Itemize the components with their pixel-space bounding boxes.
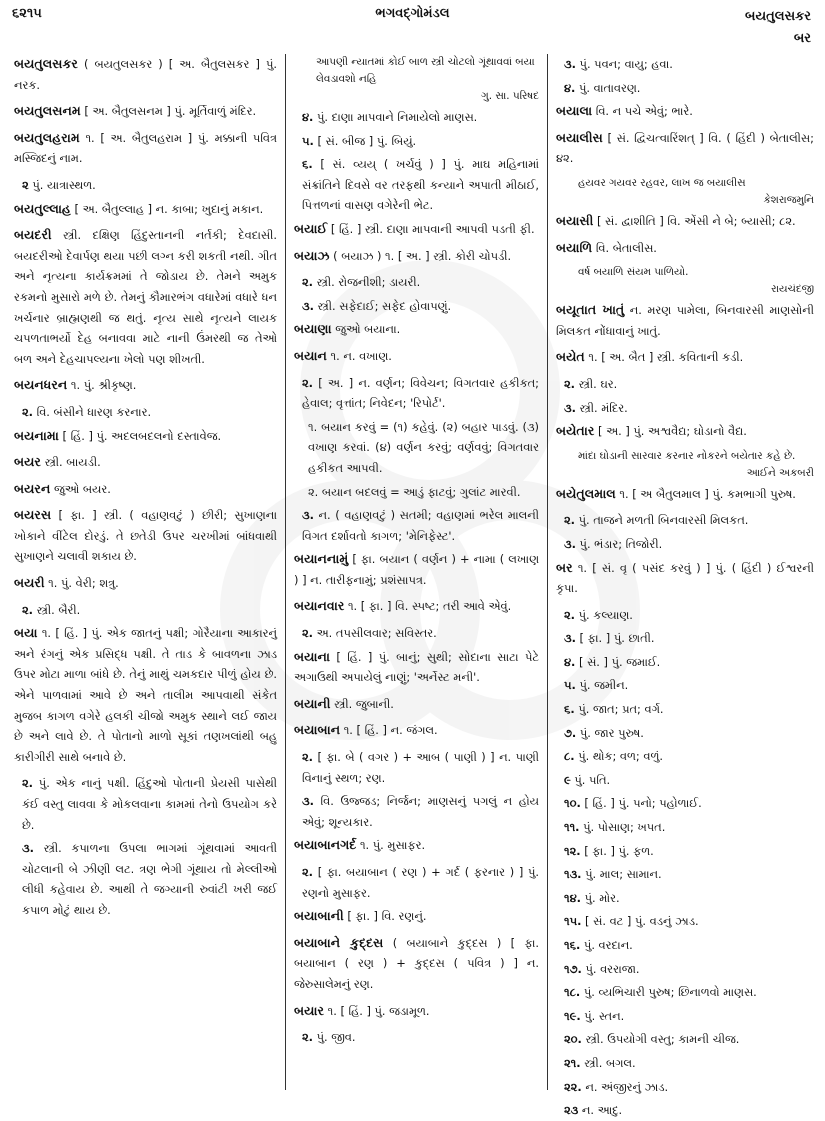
sense-text: પું. વ્યભિચારી પુરુષ; છિનાળવો માણસ.: [583, 985, 757, 1000]
sense-number: ૨: [22, 177, 29, 192]
sense-text: વિ. બંસીને ધારણ કરનાર.: [36, 404, 152, 419]
entry-definition: ૧. પું. શ્રીકૃષ્ણ.: [70, 378, 137, 393]
citation-quote: [556, 175, 814, 209]
entry-headword: બયર: [14, 454, 41, 470]
sense-number: ૨.: [564, 513, 576, 528]
sense-number: ૩.: [302, 794, 314, 809]
sense-definition: [294, 131, 539, 152]
sense-definition: [294, 107, 539, 128]
dictionary-entry: [294, 933, 539, 995]
entry-definition: ૧. ન. વખાણ.: [330, 348, 392, 363]
sense-definition: [556, 510, 814, 531]
sense-number: ૧૯.: [564, 1008, 581, 1023]
entry-definition: [ હિં. ] પું. બાનું; સુથી; સોદાના સાટા પેટે અગાઉથી અપાયેલું નાણું; 'અર્નેસ્ટ મની'.: [294, 649, 540, 685]
entry-definition: ૧. [ અ બૈતુલમાલ ] પું. કમભાગી પુરુષ.: [619, 486, 796, 501]
sense-definition: [556, 374, 814, 395]
sense-text: પું. થોક; વળ; વળું.: [578, 749, 663, 764]
citation-quote: [294, 54, 539, 105]
sense-definition: [14, 600, 277, 621]
sense-text: પું. તાજને મળતી બિનવારસી મિલકત.: [578, 513, 749, 528]
sense-number: ૪.: [302, 110, 314, 124]
dictionary-entry: [556, 558, 814, 599]
entry-headword: બયાલા: [556, 103, 593, 119]
sense-number: ૧૧.: [564, 820, 580, 835]
sense-definition: [14, 838, 277, 920]
entry-definition: ( બયાઝ ) ૧. [ અ. ] સ્ત્રી. કોરી ચોપડી.: [333, 248, 512, 263]
quote-text: વર્ષ બયાળિ સંયમ પાળિયો.: [578, 266, 689, 279]
entry-definition: સ્ત્રી. જુબાની.: [334, 696, 394, 711]
entry-definition: ૧. [ હિં. ] ન. જંગલ.: [343, 723, 438, 738]
sense-number: ૨.: [302, 626, 314, 641]
sense-text: પું. જમીન.: [579, 678, 629, 693]
entry-definition: ( બયાબાને કુદ્દસ ) [ ફા. બયાબાન ( રણ ) + કુદ્દસ ( પવિત્ર ) ] ન. જેરુસાલેમનું રણ.: [294, 935, 539, 991]
sense-text: [ હિં. ] પું. પનો; પહોળાઈ.: [584, 796, 702, 811]
sense-definition: [556, 911, 814, 932]
entry-headword: બયતુલ્લાહ: [14, 200, 71, 216]
sense-number: ૨.: [302, 865, 314, 879]
sense-definition: [556, 78, 814, 99]
sense-definition: [14, 175, 277, 196]
sense-number: ૩.: [564, 631, 576, 646]
entry-definition: વિ. ન પચે એવું; ભારે.: [595, 104, 693, 119]
sense-text: [ સં. વ્યય્ ( ખર્ચવું ) ] પું. માઘ મહિનામાં સંક્રાંતિને દિવસે વર તરફથી કન્યાને અપાતી મીઠાઈ, પિત્તળનાં વાસણ વગેરેની ભેટ.: [302, 157, 539, 213]
entry-headword: બયાબાન: [294, 722, 341, 738]
sense-definition: [556, 793, 814, 814]
sense-text: [ ફા. ] પું. ફળ.: [584, 843, 654, 858]
citation-quote: [556, 264, 814, 298]
sense-number: ૨૦.: [564, 1032, 582, 1047]
dictionary-entry: [294, 596, 539, 617]
sense-definition: [556, 723, 814, 744]
sense-number: ૩.: [22, 841, 34, 856]
dictionary-entry: [294, 346, 539, 367]
sense-text: વિ. ઉજ્જડ; નિર્જન; માણસનું પગલું ન હોય એવું; શૂન્યકાર.: [302, 794, 540, 829]
dictionary-entry: [294, 1001, 539, 1022]
sense-definition: [556, 746, 814, 767]
sense-text: પું. પવન; વાયુ; હવા.: [579, 57, 673, 71]
sense-definition: [14, 773, 277, 835]
quote-text: માંદા ઘોડાની સારવાર કરનાર નોકરને બયેતાર કહે છે.: [578, 449, 796, 462]
sense-definition: [556, 841, 814, 862]
sense-definition: [556, 675, 814, 696]
sense-number: ૪.: [564, 80, 576, 95]
sense-number: ૩.: [302, 508, 314, 523]
entry-headword: બયતુલસનમ: [14, 103, 81, 119]
entry-definition: ૧. [ અ. બૈતુલહરામ ] પું. મક્કાની પવિત્ર મસ્જિદનું નામ.: [14, 130, 277, 166]
sense-definition: [294, 862, 539, 903]
sense-text: સ્ત્રી. સફેદાઈ; સફેદ હોવાપણું.: [317, 298, 452, 313]
quote-source: રાયચંદજી: [771, 283, 814, 296]
entry-headword: બયરસ: [14, 507, 52, 523]
entry-definition: ૧. [ હિં. ] પું. એક જાતનું પક્ષી; ગોરૈયાના આકારનું અને રંગનું એક પ્રસિદ્ધ પક્ષી. તે તાડ કે બાવળના ઝાડ ઉપર મોટા માળા બાંધે છે. તેનું માથું ચમકદાર પીળું હોય છે. એને પાળવામાં આવે છે અને તાલીમ આપવાથી સંકેત મુજબ કાગળ વગેરે હલકી ચીજો અમુક સ્થાને લઈ જાય છે અને લાવે છે. તે પોતાનો માળો સૂકાં તણખલાંથી બહુ કારીગીરી સાથે બનાવે છે.: [14, 626, 277, 764]
sense-text: પું. ભંડાર; તિજોરી.: [579, 536, 663, 551]
sense-definition: [294, 623, 539, 644]
sense-number: ૨૨.: [564, 1079, 582, 1094]
entry-headword: બયરી: [14, 575, 45, 591]
dictionary-entry: [556, 238, 814, 259]
sense-text: પું. યાત્રાસ્થળ.: [32, 177, 96, 192]
entry-headword: બયાઈ: [294, 220, 328, 236]
dictionary-entry: [556, 211, 814, 232]
sense-text: પું. કલ્યાણ.: [578, 607, 633, 622]
entry-definition: ૧. [ અ. બૈત ] સ્ત્રી. કવિતાની કડી.: [588, 350, 744, 365]
sense-number: ૩.: [564, 57, 576, 71]
column-1: [14, 54, 286, 1090]
sense-text: સ્ત્રી. ઉપયોગી વસ્તુ; કામની ચીજ.: [585, 1032, 740, 1047]
sense-number: ૨૩: [564, 1103, 579, 1118]
dictionary-entry: [14, 199, 277, 220]
entry-headword: બયનધરન: [14, 377, 68, 393]
dictionary-entry: [294, 219, 539, 240]
entry-definition: [ સં. દ્વાશીતિ ] વિ. એંસી ને બે; બ્યાસી; ૮૨.: [596, 213, 796, 228]
entry-headword: બર: [556, 559, 573, 575]
entry-headword: બયાબાની: [294, 908, 344, 924]
dictionary-entry: [556, 421, 814, 442]
sense-definition: [556, 1006, 814, 1027]
entry-headword: બયાબાને કુદ્દસ: [294, 934, 384, 950]
dictionary-entry: [294, 549, 539, 590]
entry-definition: [ હિં. ] પું. અદલબદલનો દસ્તાવેજ.: [62, 428, 222, 443]
quote-text: હયવર ગયવર રહવર, લાખ જ બયાલીસ: [578, 176, 746, 189]
sense-definition: [556, 699, 814, 720]
sense-text: પું. પતિ.: [574, 772, 611, 787]
entry-definition: [ ફા. ] વિ. રણનું.: [347, 909, 427, 924]
dictionary-entry: [14, 375, 277, 396]
dictionary-entry: [556, 347, 814, 368]
entry-definition: ( બયતુલસકર ) [ અ. બૈતુલસકર ] પું. નરક.: [14, 57, 277, 92]
sense-text: પું. એક નાનું પક્ષી. હિંદુઓ પોતાની પ્રેયસી પાસેથી કંઈ વસ્તુ લાવવા કે મોકલવાના કામમાં તેનો ઉપયોગ કરે છે.: [22, 776, 278, 832]
sense-number: ૨.: [22, 602, 34, 617]
entry-definition: જુઓ બયાના.: [335, 322, 401, 337]
entry-headword: બયરન: [14, 480, 51, 496]
sense-text: પું. જાત; પ્રત; વર્ગ.: [578, 702, 664, 717]
entry-definition: [ ફા. બયાન ( વર્ણન ) + નામા ( લખાણ ) ] ન. તારીફનામું; પ્રશંસાપત્ર.: [294, 552, 540, 587]
sense-number: ૧૩.: [564, 867, 582, 882]
sense-text: પું. વરદાન.: [583, 938, 633, 952]
guide-word-last: બર: [793, 31, 811, 46]
entry-headword: બયાનનામું: [294, 551, 349, 567]
entry-definition: [ ફા. ] સ્ત્રી. ( વહાણવટું ) છીરી; સુખાણના ખોકાને વીંટેલ દોરડું. તે છતેડી ઉપર ચરખીમાં બાંધવાથી સુખાણને ચલાવી શકાય છે.: [14, 508, 277, 564]
sense-number: ૧૦.: [564, 796, 581, 811]
entry-headword: બયેતુલમાલ: [556, 485, 616, 501]
sense-number: ૧૬.: [564, 938, 581, 952]
sense-definition: [14, 402, 277, 423]
dictionary-entry: [14, 623, 277, 767]
sense-number: ૯: [564, 772, 571, 787]
sense-text: પું. દાણા માપવાને નિમાયેલો માણસ.: [317, 110, 478, 124]
sense-text: પું. મોર.: [584, 890, 620, 905]
dictionary-entry: [294, 647, 539, 688]
sense-number: ૨.: [564, 607, 576, 622]
dictionary-entry: [294, 319, 539, 340]
sense-number: ૩.: [564, 536, 576, 551]
sense-definition: [294, 154, 539, 216]
entry-definition: [ હિં. ] સ્ત્રી. દાણા માપવાની આપવી પડતી ફી.: [330, 221, 535, 236]
sense-text: પું. જાર પુરુષ.: [579, 725, 644, 740]
sense-text: સ્ત્રી. મંદિર.: [579, 400, 628, 415]
sense-number: ૬.: [302, 157, 313, 172]
entry-definition: વિ. બેતાલીસ.: [595, 240, 657, 255]
dictionary-entry: [14, 505, 277, 567]
guide-word-first: બયતુલસકર: [745, 9, 811, 24]
dictionary-entry: [14, 426, 277, 447]
sense-text: પું. જીવ.: [316, 1030, 356, 1045]
dictionary-entry: [556, 300, 814, 341]
dictionary-entry: [294, 694, 539, 715]
sense-text: [ સં. બીજ ] પું. બિયું.: [317, 133, 417, 148]
entry-headword: બયતુલહરામ: [14, 129, 80, 145]
entry-definition: ન. મરણ પામેલા, બિનવારસી માણસોની મિલકત નોંધાવાનું ખાતું.: [556, 303, 814, 338]
dictionary-entry: [556, 101, 814, 122]
idiom-definition: ૧. બયાન કરવું = (૧) કહેવું. (૨) બહાર પાડવું. (૩) વખાણ કરવાં. (૪) વર્ણન કરવું; વર્ણવવું; વિગતવાર હકીકત આપવી.: [308, 419, 539, 475]
entry-headword: બયાની: [294, 695, 331, 711]
sense-number: ૧૭.: [564, 961, 582, 976]
entry-headword: બયાલીસ: [556, 129, 603, 145]
sense-text: ન. ( વહાણવટું ) સતમી; વહાણમાં ભરેલ માલની વિગત દર્શાવતો કાગળ; 'મેનિફેસ્ટ'.: [302, 508, 539, 543]
sense-definition: [294, 791, 539, 832]
entry-definition: ૧. [ ફા. ] વિ. સ્પષ્ટ; તરી આવે એવું.: [347, 599, 512, 614]
dictionary-entry: [556, 484, 814, 505]
entry-definition: ૧. પું. મુસાફર.: [359, 838, 426, 853]
sense-text: પું. સ્તન.: [584, 1008, 625, 1023]
sense-text: [ સં. વટ ] પું. વડનું ઝાડ.: [585, 914, 699, 929]
sense-definition: [556, 628, 814, 649]
dictionary-entry: [14, 573, 277, 594]
quote-text: આપણી ન્યાતમાં કોઈ બાળ સ્ત્રી ચોટલો ગૂંથાવવાં બયા લેવડાવશો નહિ: [316, 56, 535, 85]
guide-words: [745, 6, 811, 50]
entry-headword: બયાણા: [294, 321, 332, 337]
column-2: [286, 54, 548, 1090]
idiom-definition: ૨. બયાન બદલવું = આડું ફાટવું; ગુલાંટ મારવી.: [308, 484, 521, 499]
sense-definition: [556, 652, 814, 673]
sense-definition: [556, 1029, 814, 1050]
sense-number: ૫.: [302, 133, 314, 148]
dictionary-entry: [14, 225, 277, 369]
sense-definition: [556, 1053, 814, 1074]
sense-definition: [294, 505, 539, 546]
entry-definition: સ્ત્રી. દક્ષિણ હિંદુસ્તાનની નર્તકી; દેવદાસી. બયદરીઓ દેવાર્પણ થયા પછી લગ્ન કરી શકતી નથી. ગીત અને નૃત્યના કાર્યક્રમમાં તે જોડાય છે. તેમને અમુક રકમનો મુસારો મળે છે. તેમનું કૌમારભંગ વધારેમાં વધારે ધન ખર્ચનાર બ્રાહ્મણથી જ થતું. નૃત્ય સાથે નૃત્યને લાયક ચપળતાભર્યો દેહ બનાવવા માટે નાની ઉંમરથી જ તેઓ બળ અને દેહચાપલ્યના ખેલો પણ શીખતી.: [14, 228, 277, 366]
sense-number: ૧૮.: [564, 985, 581, 1000]
sense-definition: [556, 534, 814, 555]
sense-number: ૮.: [564, 749, 575, 764]
dictionary-entry: [14, 452, 277, 473]
sense-definition: [556, 605, 814, 626]
entry-definition: [ સં. દ્વિચત્વારિંશત્ ] વિ. ( હિંદી ) બેતાલીસ; ૪૨.: [556, 130, 814, 166]
sense-number: ૨.: [22, 404, 34, 419]
sense-text: સ્ત્રી. બગલ.: [584, 1055, 636, 1070]
entry-headword: બયાર: [294, 1002, 325, 1018]
entry-headword: બયાસી: [556, 212, 594, 228]
sense-text: ન. અંજીરનું ઝાડ.: [585, 1079, 669, 1094]
sense-definition: [294, 1027, 539, 1048]
column-3: [548, 54, 814, 1118]
sense-text: સ્ત્રી. રોજનીશી; ડાયરી.: [316, 275, 421, 290]
entry-headword: બયાઝ: [294, 247, 330, 263]
sense-definition: [556, 935, 814, 956]
dictionary-entry: [14, 54, 277, 95]
sense-number: ૨.: [302, 1030, 314, 1045]
entry-headword: બયેત: [556, 349, 585, 365]
entry-definition: ૧. પું. વેરી; શત્રુ.: [48, 576, 119, 591]
sense-definition: [556, 959, 814, 980]
entry-headword: બયતુલસકર: [14, 56, 78, 71]
sense-definition: [556, 817, 814, 838]
sense-number: ૧૨.: [564, 843, 581, 858]
entry-headword: બયનામા: [14, 427, 59, 443]
sense-number: ૧૫.: [564, 914, 582, 929]
entry-definition: ૧. [ સં. વૃ ( પસંદ કરવું ) ] પું. ( હિંદી ) ઈશ્વરની કૃપા.: [556, 560, 814, 596]
entry-definition: [ અ. બૈતુલસનમ ] પું. મૂર્તિવાળું મંદિર.: [84, 104, 257, 119]
entry-headword: બયાબાનગર્દ: [294, 837, 357, 853]
entry-headword: બયાનવાર: [294, 598, 345, 614]
sense-text: [ સં. ] પું. જમાઈ.: [579, 654, 661, 669]
sense-number: ૨.: [22, 776, 34, 791]
sense-number: ૨.: [302, 275, 314, 290]
sense-definition: [556, 888, 814, 909]
entry-definition: જુઓ બયર.: [53, 481, 111, 496]
page-number: ૬૨૧૫: [12, 6, 42, 21]
sense-text: પું. વરરાજા.: [585, 961, 640, 976]
dictionary-columns: [14, 54, 814, 1118]
sense-text: [ ફા. ] પું. છાતી.: [579, 631, 655, 646]
sense-definition: [556, 982, 814, 1003]
entry-headword: બયાના: [294, 648, 330, 664]
dictionary-entry: [294, 906, 539, 927]
entry-headword: બયા: [14, 625, 38, 641]
page-header: [0, 0, 825, 48]
entry-definition: [ અ. ] પું. અશ્વવૈદ્ય; ઘોડાનો વૈદ્ય.: [598, 424, 747, 439]
sense-text: પું. વાતાવરણ.: [579, 80, 641, 95]
sense-text: ન. આદુ.: [581, 1103, 623, 1118]
quote-source: કેશરાજમુનિ: [763, 193, 814, 206]
entry-definition: સ્ત્રી. બાયડી.: [44, 455, 101, 470]
sense-text: અ. તપસીલવાર; સવિસ્તર.: [316, 626, 437, 641]
sense-definition: [294, 373, 539, 414]
sense-number: ૩.: [302, 298, 314, 313]
dictionary-entry: [14, 479, 277, 500]
dictionary-entry: [294, 835, 539, 856]
dictionary-entry: [14, 128, 277, 169]
sense-definition: [556, 1100, 814, 1121]
entry-headword: બયદરી: [14, 227, 52, 243]
entry-headword: બયૂતાત ખાતું: [556, 302, 625, 318]
sense-text: સ્ત્રી. બૈરી.: [36, 602, 81, 617]
sense-text: પું. પોસાણ; ખપત.: [583, 820, 666, 835]
sense-definition: [556, 398, 814, 419]
entry-headword: બયેતાર: [556, 423, 595, 439]
sense-definition: [556, 54, 814, 75]
sense-number: ૨.: [302, 375, 314, 390]
sense-text: સ્ત્રી. ઘર.: [578, 376, 618, 391]
dictionary-entry: [294, 720, 539, 741]
entry-definition: [ અ. બૈતુલ્લાહ ] ન. કાબા; ખુદાનું મકાન.: [74, 201, 264, 216]
sense-definition: [294, 296, 539, 317]
sense-text: સ્ત્રી. કપાળના ઉપલા ભાગમાં ગૂંથવામાં આવતી ચોટલાની બે ઝીણી લટ. ત્રણ ભેગી ગૂંથાય તો મેલ્લીઓ લીધી કહેવાય છે. આથી તે જગ્યાની રુવાંટી ખરી જઈ કપાળ મોટું થાય છે.: [22, 841, 278, 917]
sense-definition: [556, 864, 814, 885]
sense-number: ૨.: [564, 376, 576, 391]
quote-source: આઈને અકબરી: [746, 466, 814, 479]
sense-number: ૩.: [564, 400, 576, 415]
sense-number: ૧૪.: [564, 890, 581, 905]
entry-headword: બયાન: [294, 347, 327, 363]
dictionary-entry: [294, 246, 539, 267]
dictionary-entry: [14, 101, 277, 122]
book-title: ભગવદ્‌ગોમંડલ: [375, 6, 450, 21]
sense-definition: [556, 770, 814, 791]
sense-text: [ ફા. બયાબાન ( રણ ) + ગર્દ ( ફરનાર ) ] પું. રણનો મુસાફર.: [302, 865, 539, 900]
sense-number: ૨.: [302, 750, 314, 765]
sense-number: ૫.: [564, 678, 576, 693]
sense-number: ૨૧.: [564, 1055, 581, 1070]
citation-quote: [556, 448, 814, 482]
sense-number: ૬.: [564, 702, 575, 717]
entry-headword: બયાળિ: [556, 239, 593, 255]
sense-text: [ ફા. બે ( વગર ) + આબ ( પાણી ) ] ન. પાણી વિનાનું સ્થળ; રણ.: [302, 750, 539, 785]
sense-text: પું. માલ; સામાન.: [585, 867, 662, 882]
sense-text: [ અ. ] ન. વર્ણન; વિવેચન; વિગતવાર હકીકત; હેવાલ; વૃત્તાંત; નિવેદન; 'રિપોર્ટ'.: [302, 375, 540, 411]
dictionary-entry: [556, 128, 814, 169]
sense-number: ૭.: [564, 725, 577, 740]
sense-definition: [556, 1077, 814, 1098]
sense-number: ૪.: [564, 654, 576, 669]
entry-definition: ૧. [ હિં. ] પું. જડામૂળ.: [327, 1003, 430, 1018]
quote-source: ગુ. સા. પરિષદ: [481, 90, 539, 102]
sense-definition: [294, 272, 539, 293]
sense-definition: [294, 747, 539, 788]
